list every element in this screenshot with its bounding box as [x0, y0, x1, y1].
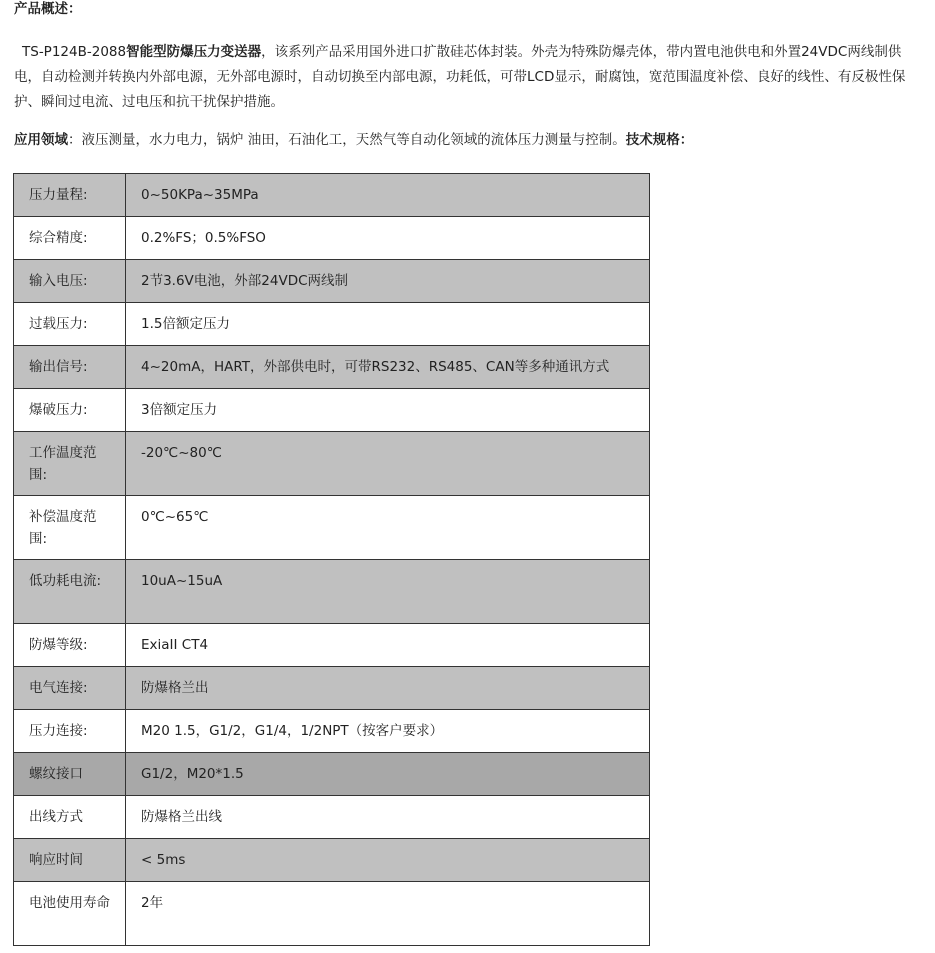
spec-value: 2年 [126, 882, 650, 946]
spec-value: -20℃~80℃ [126, 432, 650, 496]
spec-key: 电气连接: [14, 667, 126, 710]
spec-key: 防爆等级: [14, 624, 126, 667]
spec-value: 0.2%FS；0.5%FSO [126, 217, 650, 260]
table-row [14, 346, 650, 389]
table-row [14, 174, 650, 217]
spec-key: 补偿温度范围: [14, 496, 126, 560]
spec-value: < 5ms [126, 839, 650, 882]
table-row [14, 839, 650, 882]
spec-value: 1.5倍额定压力 [126, 303, 650, 346]
spec-value: 0℃~65℃ [126, 496, 650, 560]
application-text: ：液压测量，水力电力，锅炉 油田，石油化工，天然气等自动化领域的流体压力测量与控制。 [68, 132, 626, 148]
table-row [14, 432, 650, 496]
spec-key: 低功耗电流: [14, 560, 126, 624]
spec-key: 压力量程: [14, 174, 126, 217]
spec-key: 响应时间 [14, 839, 126, 882]
product-overview [14, 40, 926, 115]
spec-table [13, 173, 650, 946]
table-row [14, 389, 650, 432]
spec-key: 输入电压: [14, 260, 126, 303]
application-paragraph [14, 129, 926, 151]
table-row [14, 624, 650, 667]
spec-key: 出线方式 [14, 796, 126, 839]
table-row [14, 496, 650, 560]
table-row [14, 753, 650, 796]
product-model: TS-P124B-2088 [22, 44, 127, 60]
table-row [14, 882, 650, 946]
table-row [14, 560, 650, 624]
table-row [14, 260, 650, 303]
spec-key: 工作温度范围: [14, 432, 126, 496]
spec-value: M20 1.5，G1/2，G1/4，1/2NPT（按客户要求） [126, 710, 650, 753]
product-description: ，该系列产品采用国外进口扩散硅芯体封装。外壳为特殊防爆壳体，带内置电池供电和外置24VDC两线制供电，自动检测并转换内外部电源，无外部电源时，自动切换至内部电源，功耗低，可带LCD显示，耐腐蚀，宽范围温度补偿、良好的线性、有反极性保护、瞬间过电流、过电压和抗干扰保护措施。 [14, 44, 906, 110]
spec-value: 防爆格兰出线 [126, 796, 650, 839]
spec-value: ExiaII CT4 [126, 624, 650, 667]
spec-key: 电池使用寿命 [14, 882, 126, 946]
product-name: 智能型防爆压力变送器 [126, 44, 262, 60]
spec-label: 技术规格： [625, 132, 694, 148]
table-row [14, 217, 650, 260]
table-row [14, 796, 650, 839]
spec-value: 防爆格兰出 [126, 667, 650, 710]
spec-value: 3倍额定压力 [126, 389, 650, 432]
application-label: 应用领域 [14, 132, 68, 148]
table-row [14, 303, 650, 346]
table-row [14, 667, 650, 710]
spec-key: 综合精度: [14, 217, 126, 260]
section-heading: 产品概述： [14, 1, 82, 17]
spec-value: G1/2，M20*1.5 [126, 753, 650, 796]
spec-value: 0~50KPa~35MPa [126, 174, 650, 217]
spec-value: 4~20mA，HART，外部供电时，可带RS232、RS485、CAN等多种通讯方式 [126, 346, 650, 389]
spec-key: 压力连接: [14, 710, 126, 753]
spec-value: 2节3.6V电池，外部24VDC两线制 [126, 260, 650, 303]
spec-key: 过载压力: [14, 303, 126, 346]
spec-value: 10uA~15uA [126, 560, 650, 624]
spec-key: 输出信号: [14, 346, 126, 389]
table-row [14, 710, 650, 753]
spec-key: 爆破压力: [14, 389, 126, 432]
spec-key: 螺纹接口 [14, 753, 126, 796]
